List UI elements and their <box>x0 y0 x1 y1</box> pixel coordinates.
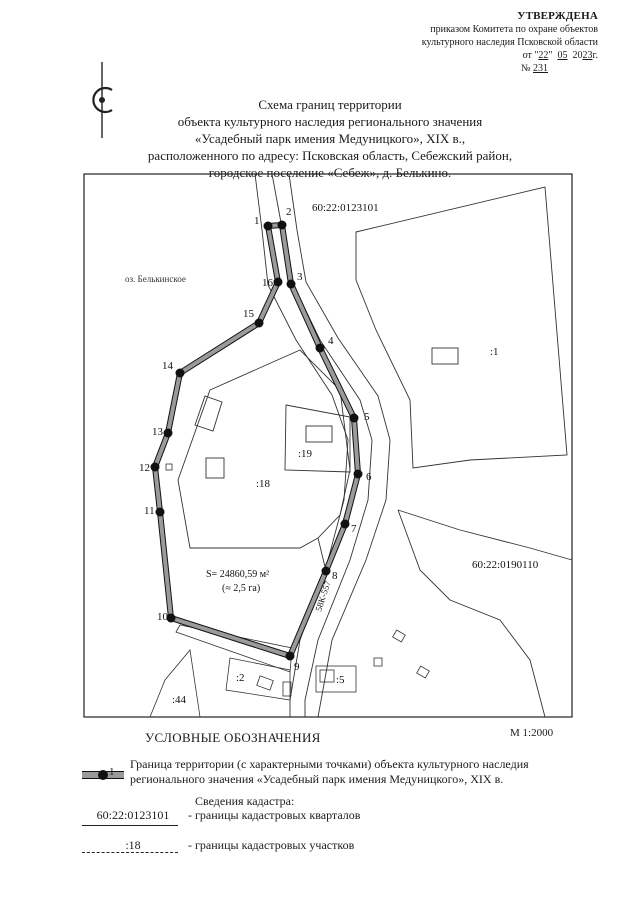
building-5 <box>320 670 334 682</box>
boundary-map <box>83 173 573 718</box>
boundary-point-label-1: 1 <box>254 215 260 227</box>
north-arrow-icon <box>88 60 128 140</box>
approval-block <box>378 10 598 75</box>
boundary-point-4 <box>316 344 325 353</box>
boundary-point-label-16: 16 <box>262 277 273 289</box>
label-quarter-north: 60:22:0123101 <box>312 202 379 214</box>
building-18 <box>206 458 224 478</box>
label-plot-44: :44 <box>172 694 187 706</box>
title-line-1: Схема границ территории <box>258 97 402 112</box>
building-se-3 <box>417 666 430 678</box>
legend-boundary-text: Граница территории (с характерными точками) объекта культурного наследия регионального значения «Усадебный парк имения Медуницкого», XIX в. <box>130 757 529 786</box>
map-scale: М 1:2000 <box>510 727 554 739</box>
label-plot-18: :18 <box>256 478 271 490</box>
boundary-point-label-6: 6 <box>366 471 372 483</box>
boundary-point-label-10: 10 <box>157 611 168 623</box>
boundary-point-label-5: 5 <box>364 411 370 423</box>
building-18b <box>195 396 222 431</box>
boundary-point-11 <box>156 508 165 517</box>
legend-quarter-desc: - границы кадастровых кварталов <box>188 808 361 822</box>
approval-day: 22 <box>538 50 549 61</box>
approval-line-1: приказом Комитета по охране объектов <box>430 24 598 35</box>
small-building <box>166 464 172 470</box>
label-area: S= 24860,59 м² <box>206 569 270 580</box>
boundary-point-label-4: 4 <box>328 335 334 347</box>
legend-title: УСЛОВНЫЕ ОБОЗНАЧЕНИЯ <box>145 730 321 745</box>
legend-quarter-line <box>82 825 178 826</box>
legend-quarter-number: 60:22:0123101 <box>96 808 170 822</box>
label-area-ha: (≈ 2,5 га) <box>222 583 261 594</box>
boundary-point-label-3: 3 <box>297 271 303 283</box>
approval-number <box>378 62 598 75</box>
approval-month: 05 <box>557 50 568 61</box>
boundary-point-7 <box>341 520 350 529</box>
legend-point-sample: 1 <box>109 766 115 778</box>
title-line-4: расположенного по адресу: Псковская область, Себежский район, <box>147 148 513 163</box>
legend-plot-desc: - границы кадастровых участков <box>188 838 355 852</box>
boundary-point-16 <box>274 278 283 287</box>
quarter-boundary-southeast <box>398 510 572 560</box>
approval-number-value: 231 <box>533 63 548 74</box>
approval-line-2: культурного наследия Псковской области <box>421 37 598 48</box>
building-se-2 <box>374 658 382 666</box>
legend-plot-line <box>82 852 178 853</box>
label-plot-1: :1 <box>490 346 499 358</box>
quarter-boundary-curve <box>398 510 545 717</box>
boundary-point-14 <box>176 369 185 378</box>
approval-date-prefix: от " <box>522 50 539 61</box>
boundary-point-label-13: 13 <box>152 426 163 438</box>
label-lake: оз. Белькинское <box>125 274 186 284</box>
plot-44-outline <box>150 650 200 717</box>
boundary-point-label-12: 12 <box>139 462 150 474</box>
building-1 <box>432 348 458 364</box>
scheme-title <box>140 96 520 181</box>
approval-year-prefix: 20 <box>572 50 583 61</box>
boundary-point-label-7: 7 <box>351 523 357 535</box>
boundary-point-5 <box>350 414 359 423</box>
approval-heading: УТВЕРЖДЕНА <box>517 10 598 22</box>
approval-date: от "22" 05 2023г. <box>522 50 598 61</box>
title-line-3: «Усадебный парк имения Медуницкого», XIX в., <box>194 131 466 146</box>
boundary-point-1 <box>264 222 273 231</box>
building-se-1 <box>393 630 406 642</box>
legend-boundary-swatch <box>82 768 124 778</box>
label-road: 58К-557 <box>313 579 333 613</box>
title-line-2: объекта культурного наследия регионального значения <box>177 114 483 129</box>
boundary-point-12 <box>151 463 160 472</box>
map-frame <box>84 174 572 717</box>
boundary-point-label-14: 14 <box>162 360 173 372</box>
boundary-point-label-8: 8 <box>332 570 338 582</box>
plot-19-outline <box>285 405 350 472</box>
building-19 <box>306 426 332 442</box>
building-2 <box>257 676 274 690</box>
plot-18-outline <box>178 350 350 548</box>
plot-1-outline <box>356 187 567 468</box>
boundary-point-13 <box>164 429 173 438</box>
approval-number-prefix: № <box>520 63 531 74</box>
boundary-point-8 <box>322 567 331 576</box>
map-canvas <box>83 173 573 718</box>
boundary-point-label-9: 9 <box>294 661 300 673</box>
label-plot-2: :2 <box>236 672 245 684</box>
boundary-point-2 <box>278 221 287 230</box>
label-plot-19: :19 <box>298 448 313 460</box>
title-line-5: городское поселение «Себеж», д. Белькино. <box>208 165 452 180</box>
road-edge-far-east <box>289 174 390 717</box>
boundary-point-label-2: 2 <box>286 206 292 218</box>
boundary-point-6 <box>354 470 363 479</box>
boundary-point-label-15: 15 <box>243 308 254 320</box>
legend-plot-number: :18 <box>125 838 141 852</box>
boundary-point-9 <box>286 652 295 661</box>
legend-cadastre-title: Сведения кадастра: <box>195 794 295 808</box>
approval-year-suffix: 23 <box>582 50 593 61</box>
label-plot-5: :5 <box>336 674 345 686</box>
approval-year-end: г. <box>592 50 598 61</box>
boundary-point-3 <box>287 280 296 289</box>
boundary-point-15 <box>255 319 264 328</box>
boundary-point-label-11: 11 <box>144 505 155 517</box>
label-quarter-southeast: 60:22:0190110 <box>472 559 539 571</box>
